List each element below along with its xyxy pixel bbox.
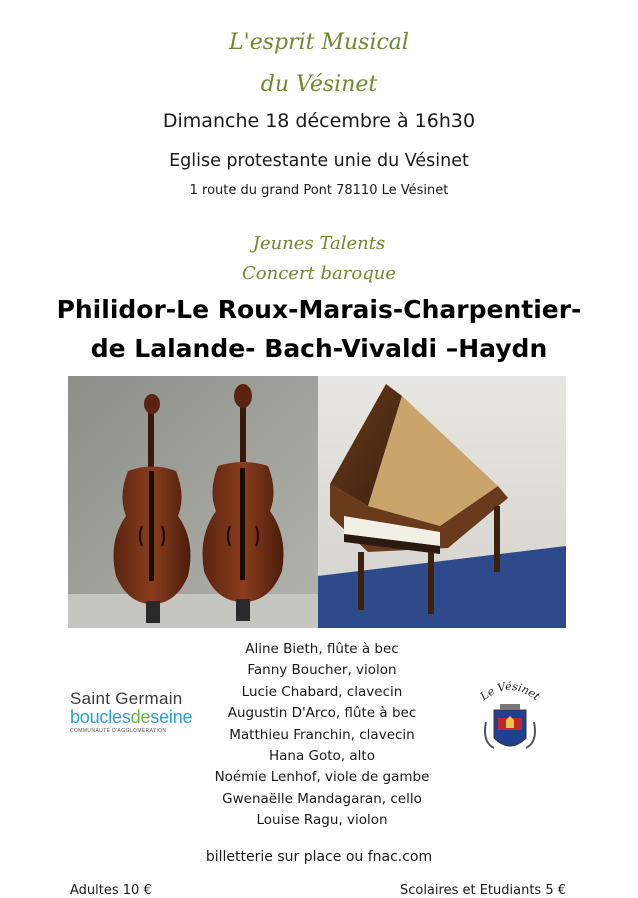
- logo-text-line3: COMMUNAUTÉ D'AGGLOMÉRATION: [70, 728, 167, 734]
- musician-item: Aline Bieth, flûte à bec: [245, 641, 399, 657]
- organizer-name-line1: L'esprit Musical: [229, 30, 409, 55]
- musician-item: Hana Goto, alto: [269, 748, 375, 765]
- logo-word-boucles: boucles: [70, 707, 131, 727]
- instruments-photo: [68, 376, 566, 628]
- event-date: Dimanche 18 décembre à 16h30: [162, 110, 476, 132]
- musician-item: Noémie Lenhof, viole de gambe: [214, 769, 430, 786]
- musician-item: Louise Ragu, violon: [256, 812, 388, 829]
- event-venue: Eglise protestante unie du Vésinet: [169, 151, 469, 171]
- saint-germain-boucles-de-seine-logo: [70, 689, 193, 734]
- svg-text:Le Vésinet: [477, 680, 543, 704]
- composers-line1: Philidor-Le Roux-Marais-Charpentier-: [56, 295, 582, 324]
- ticketing-info: billetterie sur place ou fnac.com: [205, 849, 433, 865]
- logo-text-line1: Saint Germain: [70, 689, 183, 708]
- venue-address: 1 route du grand Pont 78110 Le Vésinet: [189, 183, 449, 198]
- musician-item: Augustin D'Arco, flûte à bec: [227, 705, 417, 722]
- le-vesinet-crest-logo: [472, 676, 548, 760]
- adult-price: Adultes 10 €: [70, 883, 152, 898]
- musician-item: Lucie Chabard, clavecin: [241, 683, 403, 700]
- musician-item: Fanny Boucher, violon: [247, 662, 397, 679]
- composers-line2: de Lalande- Bach-Vivaldi –Haydn: [90, 334, 548, 363]
- student-price: Scolaires et Etudiants 5 €: [399, 883, 566, 898]
- crest-arc-text: Le Vésinet: [477, 679, 543, 704]
- program-subtitle-line1: Jeunes Talents: [252, 233, 386, 254]
- musician-item: Gwenaëlle Mandagaran, cello: [222, 790, 422, 807]
- organizer-name-line2: du Vésinet: [260, 72, 378, 97]
- logo-word-de: de: [130, 707, 151, 727]
- musician-item: Matthieu Franchin, clavecin: [229, 726, 415, 743]
- musicians-list: [180, 639, 464, 832]
- program-subtitle-line2: Concert baroque: [242, 263, 396, 284]
- logo-text-line2: [70, 707, 193, 727]
- logo-word-seine: seine: [150, 707, 193, 727]
